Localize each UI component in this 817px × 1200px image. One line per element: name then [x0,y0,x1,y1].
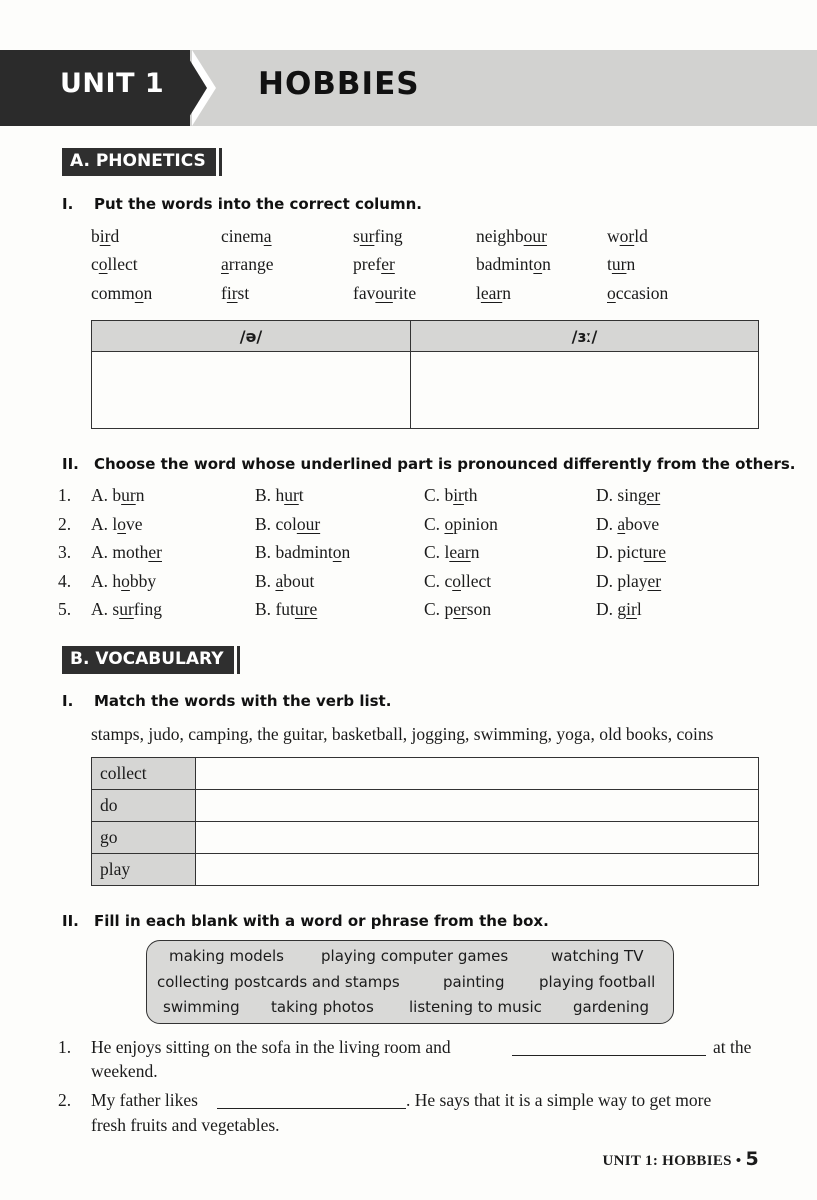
unit-title: HOBBIES [258,66,420,102]
sentence-1-number: 1. [58,1037,72,1057]
column-cell-er[interactable] [411,352,759,429]
column-header-er: /ɜː/ [411,321,759,352]
word-item: occasion [607,283,669,303]
phonetics-part2-instruction: II. Choose the word whose underlined part is pronounced differently from the others. [62,455,796,473]
sentence-1-continued: weekend. [91,1061,158,1081]
sentence-1-before: He enjoys sitting on the sofa in the living room and [91,1037,451,1057]
verb-do-answer[interactable] [195,790,758,822]
phrase-item: collecting postcards and stamps [157,973,400,991]
answer-option[interactable]: C. learn [424,542,480,562]
word-item: favourite [353,283,417,303]
question-number: 5. [58,599,72,619]
word-item: cinema [221,226,272,246]
verb-play-answer[interactable] [195,854,758,886]
verb-match-table [91,757,759,886]
phrase-item: swimming [163,998,240,1016]
verb-play: play [92,854,196,886]
phrase-box [146,940,674,1024]
word-item: badminton [476,254,551,274]
vocab-word-list: stamps, judo, camping, the guitar, basketball, jogging, swimming, yoga, old books, coins [91,724,714,744]
vocab-part1-instruction: I. Match the words with the verb list. [62,692,392,710]
sentence-2-continued: fresh fruits and vegetables. [91,1115,280,1135]
phrase-item: watching TV [551,947,644,965]
phrase-item: listening to music [409,998,542,1016]
section-vocabulary-tag: B. VOCABULARY [62,646,234,674]
answer-option[interactable]: C. collect [424,570,492,591]
answer-option[interactable]: A. surfing [91,599,162,619]
question-number: 4. [58,570,72,591]
phonetics-part1-instruction: I. Put the words into the correct column. [62,195,422,213]
word-item: surfing [353,226,403,246]
sentence-2-after: . He says that it is a simple way to get more [406,1090,712,1110]
phrase-item: gardening [573,998,650,1016]
phrase-item: playing computer games [321,947,509,965]
word-item: learn [476,283,511,303]
page-number: 5 [745,1148,759,1170]
phrase-item: taking photos [271,998,374,1016]
verb-go-answer[interactable] [195,822,758,854]
word-item: prefer [353,254,395,274]
word-item: arrange [221,254,274,274]
phrase-item: making models [169,947,284,965]
page-footer: UNIT 1: HOBBIES • 5 [602,1148,759,1170]
answer-option[interactable]: B. hurt [255,485,304,505]
verb-do: do [92,790,196,822]
answer-option[interactable]: A. burn [91,485,145,505]
answer-option[interactable]: C. opinion [424,513,498,534]
word-item: world [607,226,648,246]
word-item: common [91,283,153,303]
answer-option[interactable]: D. girl [596,599,642,619]
column-header-schwa: /ə/ [92,321,411,352]
phrase-item: painting [443,973,505,991]
answer-option[interactable]: D. singer [596,485,661,505]
question-number: 2. [58,513,72,534]
answer-option[interactable]: C. person [424,599,492,619]
verb-collect-answer[interactable] [195,758,758,790]
verb-collect: collect [92,758,196,790]
answer-option[interactable]: B. about [255,570,315,591]
answer-option[interactable]: D. above [596,513,660,534]
answer-option[interactable]: B. colour [255,513,321,534]
phonetics-sort-table [91,320,759,429]
answer-option[interactable]: D. picture [596,542,666,562]
sentence-1-blank[interactable] [512,1055,706,1056]
answer-option[interactable]: C. birth [424,485,478,505]
answer-option[interactable]: A. mother [91,542,162,562]
question-number: 1. [58,485,72,505]
word-item: turn [607,254,636,274]
question-number: 3. [58,542,72,562]
answer-option[interactable]: A. hobby [91,570,157,591]
word-item: bird [91,226,120,246]
answer-option[interactable]: B. badminton [255,542,351,562]
word-item: collect [91,254,138,274]
answer-option[interactable]: A. love [91,513,143,534]
sentence-2-blank[interactable] [217,1108,406,1109]
phrase-item: playing football [539,973,656,991]
verb-go: go [92,822,196,854]
section-phonetics-tag: A. PHONETICS [62,148,216,176]
vocab-part2-instruction: II. Fill in each blank with a word or phrase from the box. [62,912,549,930]
column-cell-schwa[interactable] [92,352,411,429]
unit-number: UNIT 1 [60,68,165,99]
answer-option[interactable]: B. future [255,599,318,619]
sentence-2-number: 2. [58,1090,72,1110]
sentence-2-before: My father likes [91,1090,198,1110]
word-item: first [221,283,250,303]
word-item: neighbour [476,226,547,246]
arrow-chevron-icon [186,54,207,122]
sentence-1-after: at the [713,1037,752,1057]
answer-option[interactable]: D. player [596,570,662,591]
